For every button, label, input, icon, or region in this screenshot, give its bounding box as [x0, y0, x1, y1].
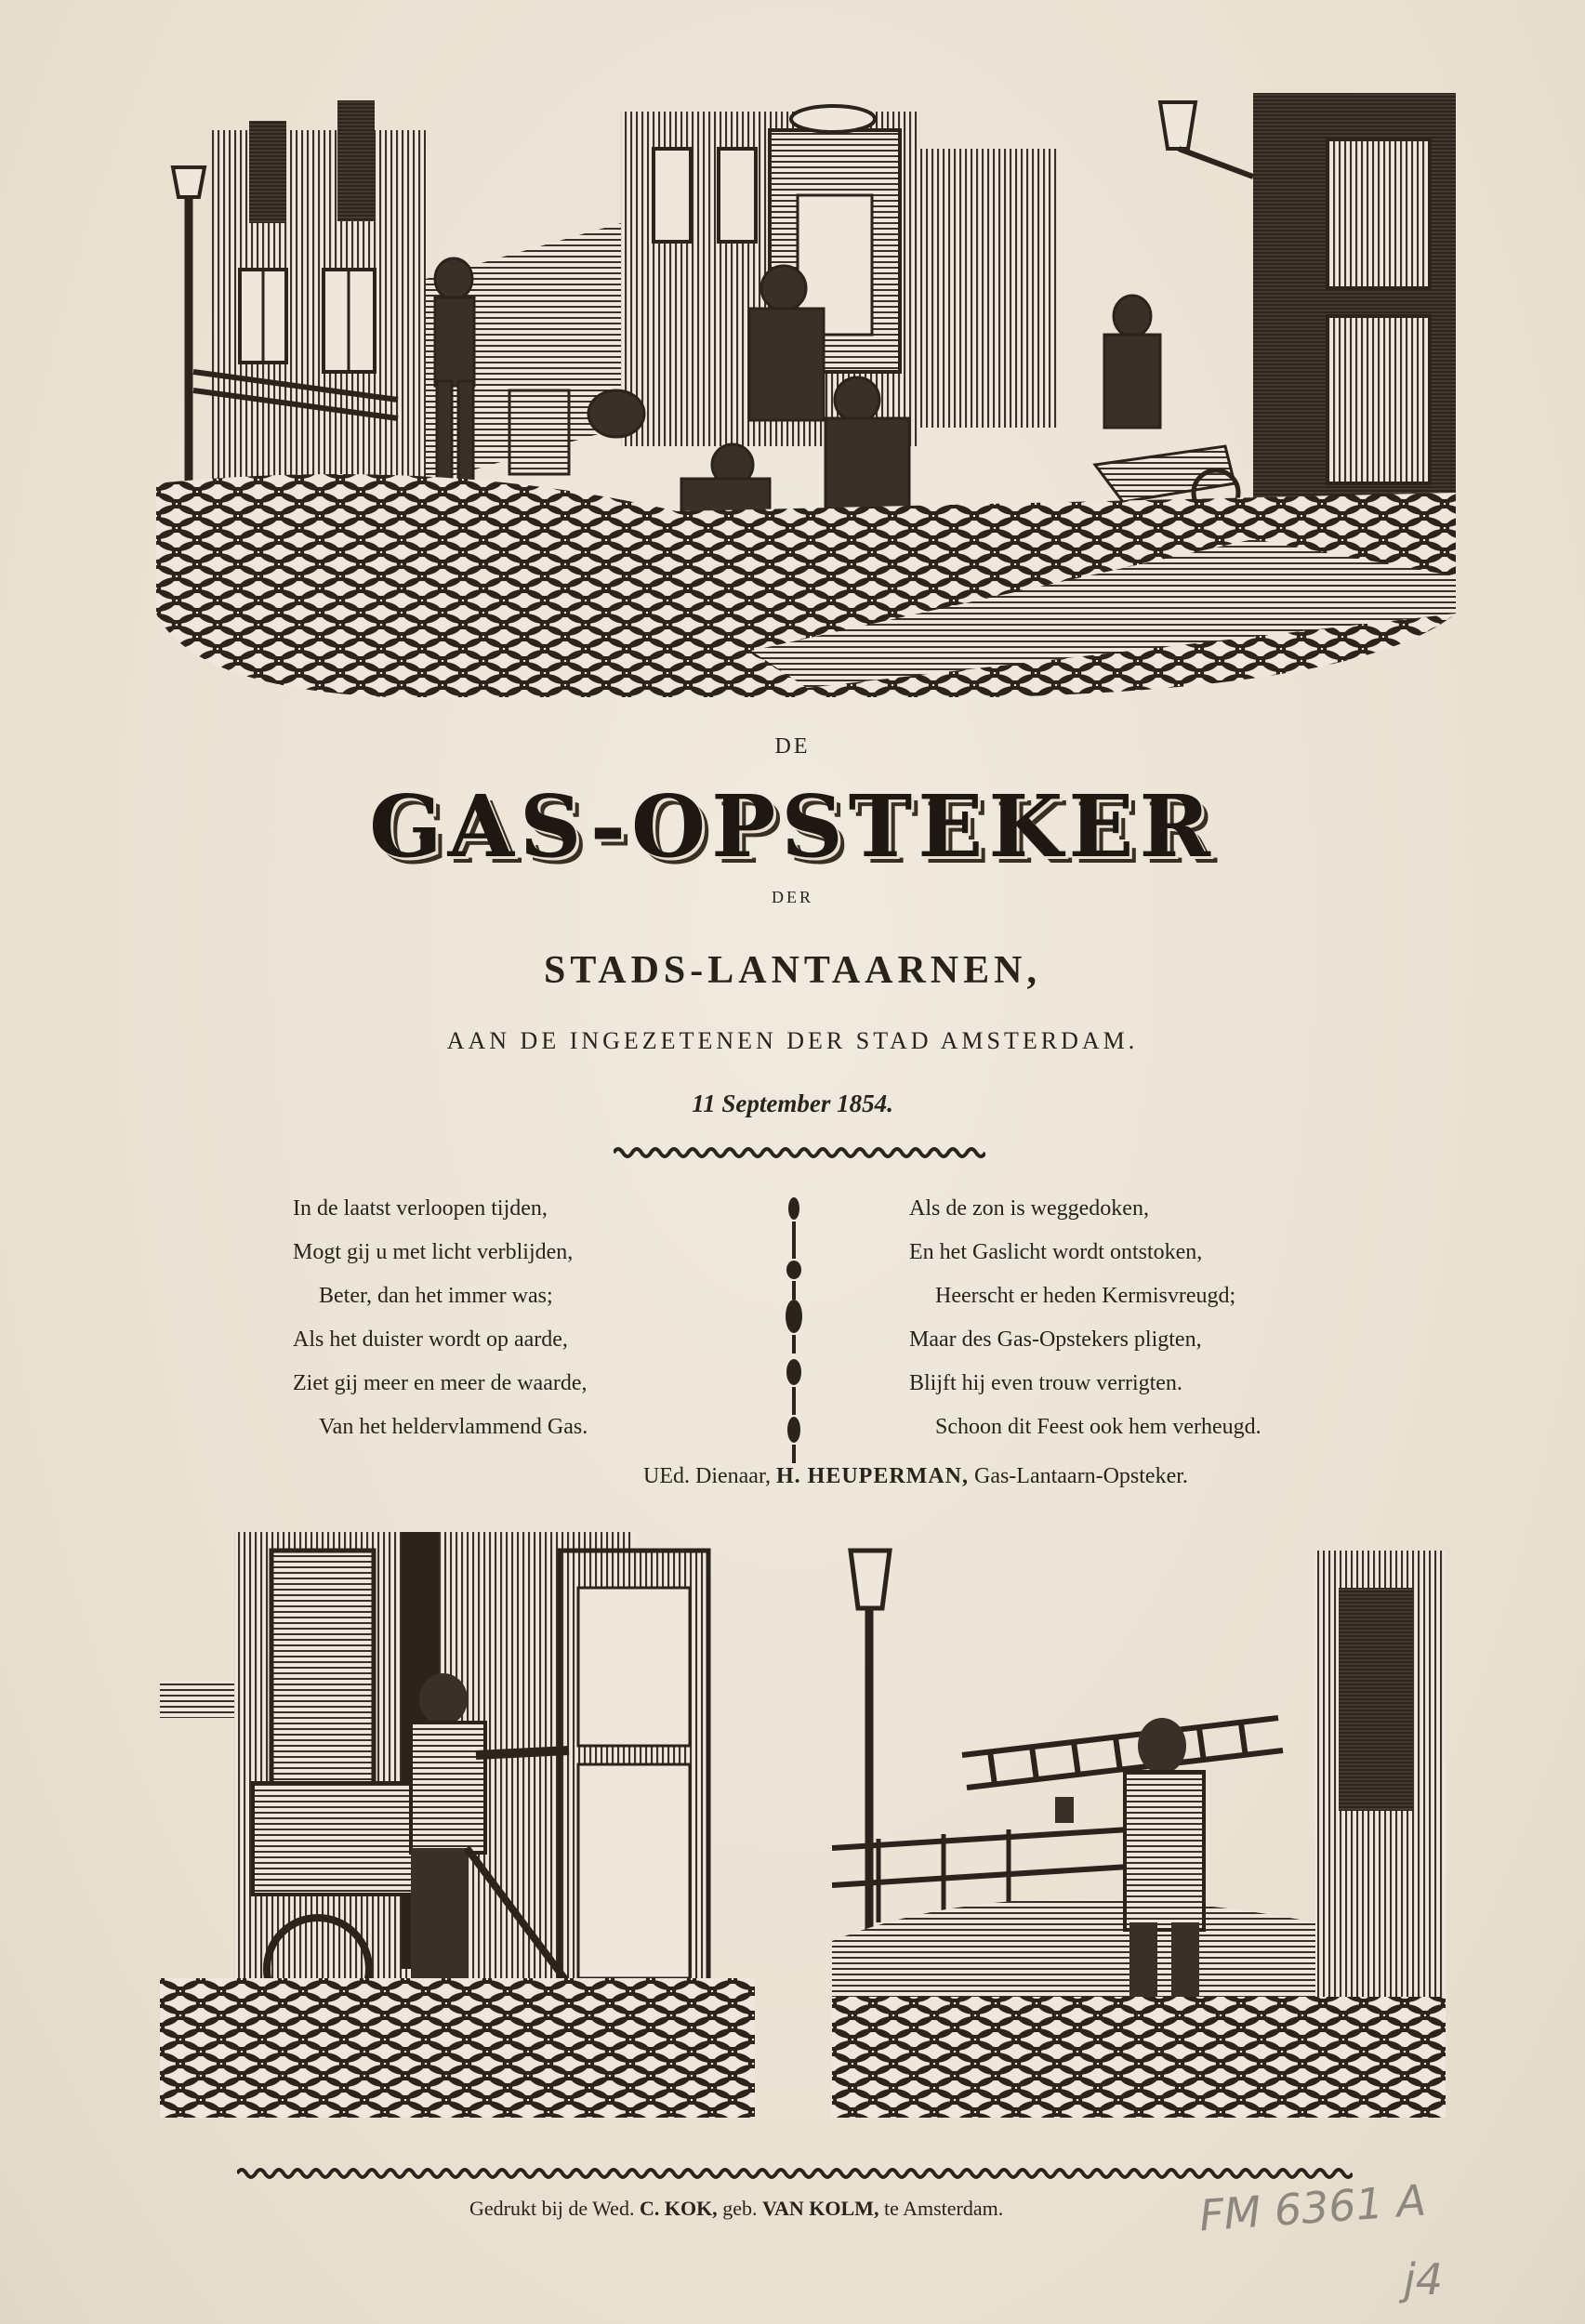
- verse-line: Maar des Gas-Opstekers pligten,: [909, 1327, 1202, 1352]
- signature-role: Gas-Lantaarn-Opsteker.: [973, 1464, 1188, 1488]
- verse-line: Als de zon is weggedoken,: [909, 1196, 1149, 1221]
- pencil-mark: j4: [1404, 2254, 1444, 2304]
- verse-line: En het Gaslicht wordt ontstoken,: [909, 1240, 1203, 1264]
- signature-name: H. HEUPERMAN,: [775, 1464, 969, 1488]
- verse-line: Als het duister wordt op aarde,: [293, 1327, 568, 1352]
- verse-left-column: [293, 1187, 588, 1449]
- printer-prefix: Gedrukt bij de Wed.: [469, 2197, 635, 2220]
- printer-imprint: [469, 2197, 1003, 2221]
- heading-de: DE: [774, 734, 811, 759]
- ornamental-column-divider: [784, 1195, 804, 1470]
- address-line: AAN DE INGEZETENEN DER STAD AMSTERDAM.: [446, 1027, 1139, 1054]
- printer-place: te Amsterdam.: [883, 2197, 1004, 2220]
- printer-name: C. KOK,: [639, 2197, 718, 2220]
- verse-line: Beter, dan het immer was;: [319, 1284, 553, 1308]
- verse-line: In de laatst verloopen tijden,: [293, 1196, 548, 1221]
- page-title: GAS-OPSTEKER: [369, 776, 1216, 877]
- wavy-divider-top: [614, 1145, 985, 1165]
- verse-line: Ziet gij meer en meer de waarde,: [293, 1371, 588, 1395]
- printer-mid: geb.: [722, 2197, 758, 2220]
- verse-line: Heerscht er heden Kermisvreugd;: [935, 1284, 1236, 1308]
- heading-der: DER: [772, 888, 813, 906]
- pencil-catalog-number: FM 6361 A: [1197, 2174, 1428, 2241]
- wavy-divider-bottom: [237, 2166, 1353, 2185]
- date-line: 11 September 1854.: [692, 1089, 893, 1117]
- verse-right-column: [909, 1187, 1261, 1449]
- signature-line: [643, 1464, 1188, 1489]
- top-woodcut-illustration: [156, 93, 1456, 697]
- verse-line: Blijft hij even trouw verrigten.: [909, 1371, 1182, 1395]
- bottom-left-woodcut-illustration: [160, 1532, 755, 2118]
- subtitle: STADS-LANTAARNEN,: [543, 949, 1041, 992]
- verse-line: Van het heldervlammend Gas.: [319, 1415, 588, 1439]
- bottom-right-woodcut-illustration: [832, 1532, 1446, 2118]
- printer-maiden-name: VAN KOLM,: [761, 2197, 879, 2220]
- signature-prefix: UEd. Dienaar,: [643, 1464, 771, 1488]
- verse-line: Mogt gij u met licht verblijden,: [293, 1240, 574, 1264]
- verse-line: Schoon dit Feest ook hem verheugd.: [935, 1415, 1261, 1439]
